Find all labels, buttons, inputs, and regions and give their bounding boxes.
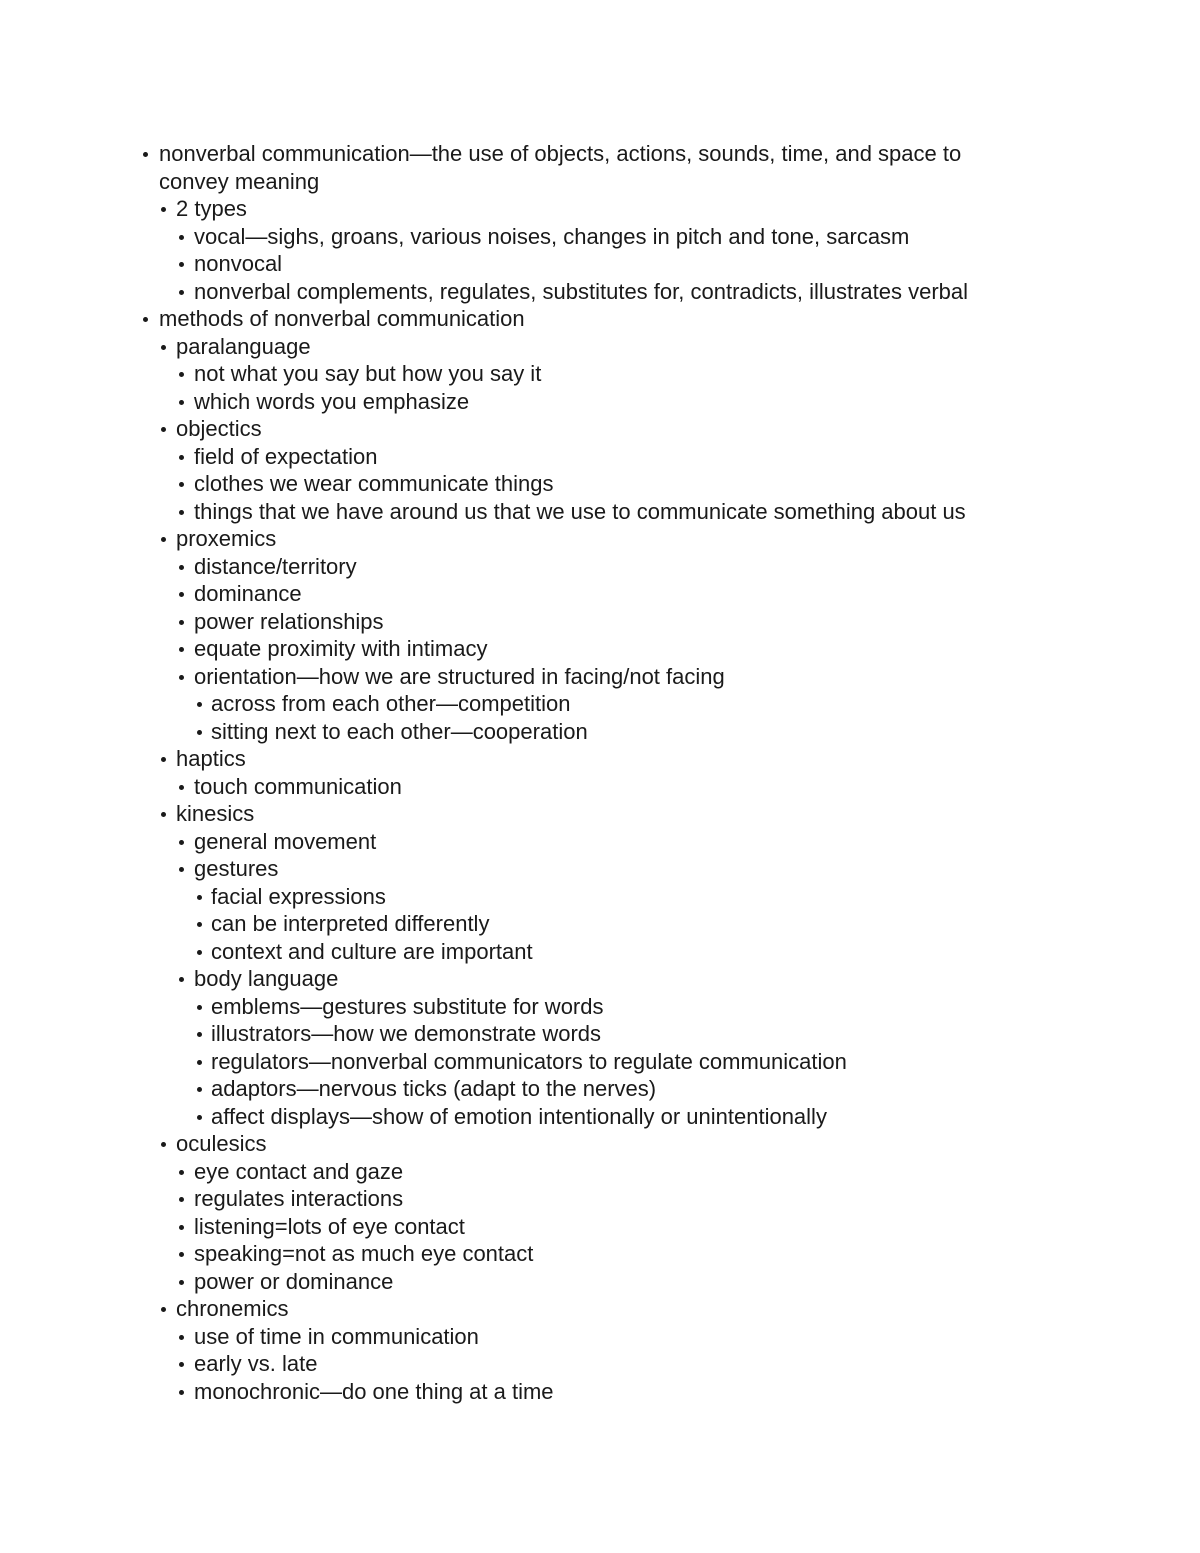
bullet-icon: [179, 840, 184, 845]
outline-item-level-3: [0, 773, 1200, 801]
outline-item-level-3: [0, 608, 1200, 636]
outline-item-level-3: [0, 360, 1200, 388]
outline-item-text: which words you emphasize: [194, 388, 470, 414]
outline-item-text: eye contact and gaze: [194, 1158, 404, 1184]
bullet-icon: [179, 455, 184, 460]
outline-item-level-3: [0, 223, 1200, 251]
outline-item-level-3: [0, 1185, 1200, 1213]
outline-item-text: convey meaning: [159, 168, 320, 194]
outline-item-text: paralanguage: [176, 333, 311, 359]
outline-item-text: touch communication: [194, 773, 402, 799]
bullet-icon: [179, 1225, 184, 1230]
bullet-icon: [179, 235, 184, 240]
outline-item-level-2: [0, 195, 1200, 223]
bullet-icon: [179, 565, 184, 570]
outline-item-level-4: [0, 993, 1200, 1021]
outline-item-level-4: [0, 938, 1200, 966]
bullet-icon: [179, 262, 184, 267]
outline-item-text: early vs. late: [194, 1351, 318, 1376]
outline-item-text: sitting next to each other—cooperation: [211, 718, 588, 744]
outline-item-level-2: [0, 415, 1200, 443]
bullet-icon: [197, 1087, 202, 1092]
outline-item-text: proxemics: [176, 526, 277, 551]
outline-item-level-4: [0, 1048, 1200, 1076]
bullet-icon: [179, 1390, 184, 1395]
outline-item-level-4: [0, 1020, 1200, 1048]
outline-item-text: vocal—sighs, groans, various noises, changes in pitch and tone, sarcasm: [194, 223, 910, 249]
outline-item-level-2: [0, 1295, 1200, 1323]
bullet-icon: [143, 317, 148, 322]
outline-item-text: nonverbal complements, regulates, substitutes for, contradicts, illustrates verbal: [194, 278, 969, 304]
bullet-icon: [197, 922, 202, 927]
bullet-icon: [161, 537, 166, 542]
outline-item-text: body language: [194, 966, 339, 991]
outline-item-text: nonvocal: [194, 251, 283, 276]
bullet-icon: [179, 1280, 184, 1285]
outline-item-text: illustrators—how we demonstrate words: [211, 1021, 602, 1046]
outline-item-level-2: [0, 800, 1200, 828]
bullet-icon: [179, 372, 184, 377]
outline-item-text: not what you say but how you say it: [194, 361, 542, 386]
outline-item-text: context and culture are important: [211, 938, 533, 964]
outline-item-level-4: [0, 910, 1200, 938]
outline-item-level-1: [0, 140, 1200, 168]
outline-item-level-3: [0, 278, 1200, 306]
outline-item-level-3: [0, 1158, 1200, 1186]
bullet-icon: [161, 812, 166, 817]
outline-item-level-3: [0, 855, 1200, 883]
outline-item-level-2: [0, 1130, 1200, 1158]
outline-item-text: gestures: [194, 856, 279, 881]
outline-item-level-3: [0, 388, 1200, 416]
bullet-icon: [197, 1032, 202, 1037]
outline-item-level-3: [0, 1240, 1200, 1268]
bullet-icon: [161, 1307, 166, 1312]
bullet-icon: [197, 1005, 202, 1010]
outline-item-level-3: [0, 828, 1200, 856]
bullet-icon: [161, 757, 166, 762]
outline-item-text: regulators—nonverbal communicators to regulate communication: [211, 1048, 847, 1074]
bullet-icon: [179, 675, 184, 680]
bullet-icon: [161, 345, 166, 350]
bullet-icon: [179, 290, 184, 295]
outline-item-text: use of time in communication: [194, 1323, 479, 1349]
bullet-icon: [179, 647, 184, 652]
outline-item-text: regulates interactions: [194, 1186, 404, 1211]
bullet-icon: [179, 1335, 184, 1340]
outline-item-level-3: [0, 663, 1200, 691]
outline-item-level-4: [0, 883, 1200, 911]
notes-outline: [0, 140, 1200, 1405]
outline-item-level-1: [0, 168, 1200, 196]
bullet-icon: [179, 1362, 184, 1367]
outline-item-level-3: [0, 635, 1200, 663]
bullet-icon: [179, 1170, 184, 1175]
outline-item-level-3: [0, 580, 1200, 608]
outline-item-text: oculesics: [176, 1131, 267, 1156]
outline-item-text: general movement: [194, 828, 377, 854]
outline-item-text: methods of nonverbal communication: [159, 306, 525, 331]
outline-item-level-3: [0, 553, 1200, 581]
outline-item-text: power relationships: [194, 608, 384, 634]
outline-item-level-3: [0, 1378, 1200, 1406]
outline-item-text: adaptors—nervous ticks (adapt to the nerves): [211, 1076, 657, 1101]
outline-item-level-3: [0, 1213, 1200, 1241]
outline-item-text: nonverbal communication—the use of objects, actions, sounds, time, and space to: [159, 141, 962, 166]
outline-item-text: chronemics: [176, 1296, 289, 1321]
bullet-icon: [197, 1060, 202, 1065]
outline-item-text: orientation—how we are structured in facing/not facing: [194, 663, 725, 689]
outline-item-text: speaking=not as much eye contact: [194, 1241, 534, 1266]
outline-item-text: field of expectation: [194, 443, 378, 469]
bullet-icon: [179, 785, 184, 790]
bullet-icon: [197, 895, 202, 900]
outline-item-text: emblems—gestures substitute for words: [211, 993, 604, 1019]
outline-item-text: can be interpreted differently: [211, 911, 490, 936]
outline-item-text: facial expressions: [211, 883, 386, 909]
bullet-icon: [143, 152, 148, 157]
bullet-icon: [161, 1142, 166, 1147]
outline-item-level-3: [0, 965, 1200, 993]
bullet-icon: [197, 702, 202, 707]
bullet-icon: [179, 1252, 184, 1257]
bullet-icon: [197, 950, 202, 955]
bullet-icon: [179, 867, 184, 872]
bullet-icon: [179, 482, 184, 487]
outline-item-text: affect displays—show of emotion intentionally or unintentionally: [211, 1103, 827, 1129]
bullet-icon: [197, 730, 202, 735]
bullet-icon: [161, 207, 166, 212]
outline-item-text: listening=lots of eye contact: [194, 1213, 465, 1239]
outline-item-text: 2 types: [176, 196, 247, 221]
outline-item-level-3: [0, 1350, 1200, 1378]
bullet-icon: [161, 427, 166, 432]
bullet-icon: [197, 1115, 202, 1120]
outline-item-text: power or dominance: [194, 1268, 394, 1294]
bullet-icon: [179, 400, 184, 405]
outline-item-level-1: [0, 305, 1200, 333]
outline-item-level-2: [0, 333, 1200, 361]
outline-item-level-3: [0, 250, 1200, 278]
bullet-icon: [179, 510, 184, 515]
outline-item-level-3: [0, 498, 1200, 526]
outline-item-level-3: [0, 470, 1200, 498]
outline-item-text: things that we have around us that we use to communicate something about us: [194, 498, 966, 524]
bullet-icon: [179, 592, 184, 597]
bullet-icon: [179, 620, 184, 625]
outline-item-level-3: [0, 1323, 1200, 1351]
outline-item-text: clothes we wear communicate things: [194, 471, 554, 496]
outline-item-level-2: [0, 525, 1200, 553]
outline-item-text: objectics: [176, 416, 262, 441]
bullet-icon: [179, 1197, 184, 1202]
outline-item-text: dominance: [194, 581, 302, 606]
outline-item-level-3: [0, 1268, 1200, 1296]
outline-item-text: monochronic—do one thing at a time: [194, 1378, 554, 1404]
outline-item-level-3: [0, 443, 1200, 471]
outline-item-level-2: [0, 745, 1200, 773]
outline-item-level-4: [0, 718, 1200, 746]
outline-item-text: haptics: [176, 746, 246, 771]
outline-item-text: across from each other—competition: [211, 691, 571, 716]
outline-item-level-4: [0, 1075, 1200, 1103]
outline-item-level-4: [0, 690, 1200, 718]
outline-item-text: distance/territory: [194, 553, 357, 579]
outline-item-level-4: [0, 1103, 1200, 1131]
outline-item-text: equate proximity with intimacy: [194, 636, 488, 661]
outline-item-text: kinesics: [176, 801, 255, 826]
bullet-icon: [179, 977, 184, 982]
